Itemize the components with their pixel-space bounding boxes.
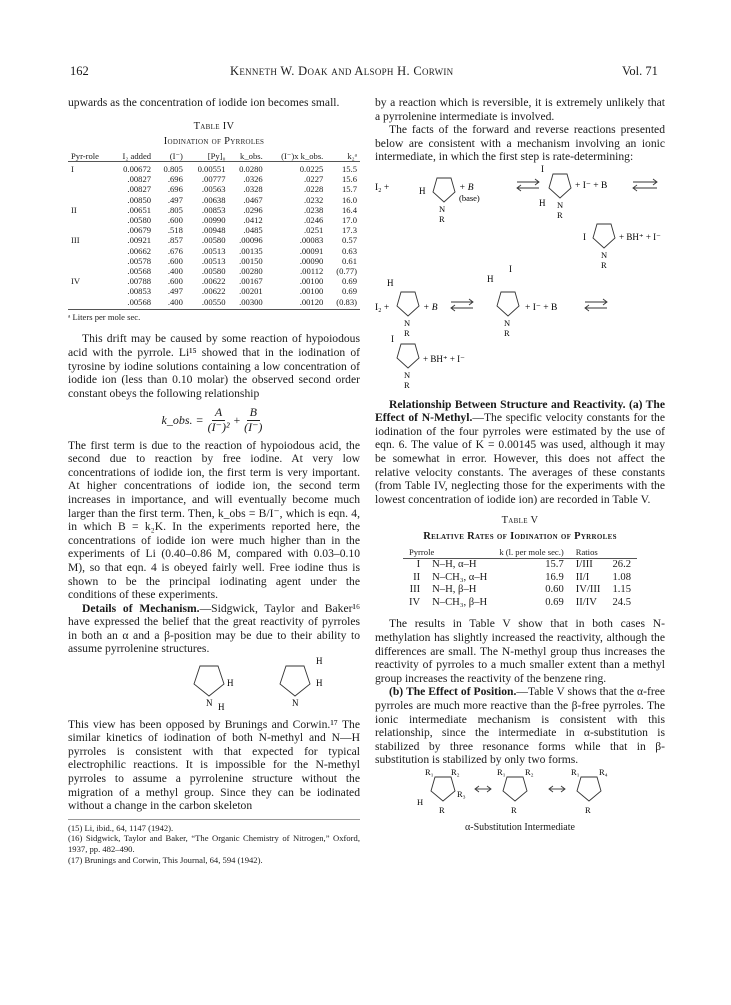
label-n: N [601,249,608,260]
paragraph-facts: The facts of the forward and reverse reactions presented below are consistent with a mechanism involving an ionic intermediate, in which the first step is rate-determining: [375,123,665,164]
label-r: R [511,805,517,815]
table-iv-cell: .00563 [201,184,226,195]
mechanism-text: —Sidgwick, Taylor and Baker¹⁶ have expressed the belief that the great reactivity of pyrroles in both an α and a β-position may be due to their ability to assume pyrrolenine structures. [68,601,360,656]
table-v-cell: IV [408,596,421,608]
table-iv-cell: .00201 [239,286,263,297]
table-iv-cell: .00300 [229,297,266,310]
label-i2: I₂ + [375,302,390,313]
table-iv-cell: .0328 [243,184,263,195]
label-i: I [541,163,544,174]
paragraph-top: by a reaction which is reversible, it is extremely unlikely that a pyrrolenine intermediate is involved. [375,96,665,123]
table-iv-cell [68,195,111,205]
table-iv-cell: .0251 [303,225,324,236]
table-iv-label: Table IV [193,120,235,132]
table-iv-cell: .0227 [303,174,324,185]
table-iv-cell: .00083 [299,235,324,246]
paragraph-intro: upwards as the concentration of iodide ion becomes small. [68,96,340,109]
label-r1: R₁ [497,767,506,777]
table-iv-cell [68,184,111,194]
table-iv-cell: .00827 [127,174,152,185]
paragraph-drift: This drift may be caused by some reaction of hypoiodous acid with the pyrrole. Li¹⁵ showed that in the iodination of tyrosine by iodine solutions containing a low concentration of iodide ion (less than 0.10 molar) the observed second order constant obeys the following relationship [68,332,360,400]
table-iv-cell: III [71,235,80,246]
label-r: R [601,259,607,270]
table-iv-cell: .676 [167,245,183,256]
table-iv-cell: .518 [167,225,183,236]
table-v-label: Table V [501,515,539,527]
label-r3: R₃ [457,789,466,799]
table-v-cell: 26.2 [612,559,632,571]
table-v-cell: N–CH₃, α–H [432,571,488,583]
table-iv-row [68,286,360,296]
paragraph-mechanism [68,602,360,656]
figure-caption: α-Substitution Intermediate [465,821,575,833]
footnote-16: (16) Sidgwick, Taylor and Baker, “The Organic Chemistry of Nitrogen,” Oxford, 1937, pp. 482–490. [68,833,360,855]
table-iv-header: k₂ᵃ [326,151,360,162]
position-text: —Table V shows that the α-free pyrroles are much more reactive than the β-free pyrroles. The ionic intermediate mechanism is consistent with this relationship, since the intermediate in α-substitution is stabilized by three resonance forms while that in β-substitution is stabilized by only two forms. [375,685,666,767]
table-iv-cell [68,225,111,235]
table-v-header: k (l. per mole sec.) [493,546,569,559]
table-iv-cell: .00513 [201,245,226,256]
label-plus-i-b: + I⁻ + B [525,302,558,313]
table-iv-title: Iodination of Pyrroles [163,136,265,148]
table-iv-cell: 15.5 [341,163,357,174]
label-plus-b: + B [423,302,438,313]
label-r: R [439,213,445,224]
relationship-heading: Relationship Between Structure and Reactivity. [389,397,626,411]
table-iv-cell: .00580 [127,215,152,225]
relationship-subheading: (a) The Effect of N-Methyl. [375,397,665,425]
table-iv-cell: .0238 [303,204,324,215]
table-v-cell: 1.15 [612,584,632,596]
table-iv-cell: II [71,204,77,215]
table-v-header: Ratios [570,546,637,559]
equation-term1-numerator: A [212,406,225,421]
label-h: H [227,678,234,689]
table-iv-cell: 17.0 [341,215,357,225]
table-v-cell: I/III [575,559,593,571]
label-i: I [583,231,586,242]
table-iv-cell: .00091 [299,245,324,256]
table-iv-cell: .696 [167,184,183,195]
table-iv-cell: .00777 [201,174,226,185]
table-iv-cell [68,174,111,184]
table-iv-row [68,246,360,256]
table-iv-cell: .696 [167,174,183,185]
table-iv-cell: 0.63 [341,245,357,256]
table-iv-cell [68,256,111,266]
table-iv-cell: 15.6 [341,174,357,185]
reaction-scheme [375,164,665,390]
table-iv-cell: .00827 [127,184,152,195]
table-iv-cell: .00622 [201,286,226,297]
right-column [375,96,665,834]
table-iv-row [68,256,360,266]
table-iv-cell: .00280 [239,266,263,277]
label-r: R [404,379,410,390]
table-iv-cell: .00948 [201,225,226,236]
table-iv-cell: 15.7 [341,184,357,195]
label-r1: R₁ [425,767,434,777]
table-iv-cell: .857 [167,235,183,246]
table-iv-cell: .00513 [201,255,226,266]
page-number: 162 [70,64,89,78]
table-v-cell: 24.5 [612,596,632,608]
label-h: H [417,797,424,807]
table-v-cell: II/I [575,571,590,583]
table-iv-row [68,184,360,194]
pyrrolenine-structures [68,656,360,714]
table-iv-cell: .00853 [201,204,226,215]
equation-term1-denominator: (I⁻)² [207,419,230,434]
equation-term2-denominator: (I⁻) [244,419,263,434]
table-iv-cell: .00100 [299,276,324,287]
table-iv-row [68,174,360,184]
table-iv-cell: .0485 [243,225,263,236]
equation-term2 [244,406,262,434]
table-iv-cell: .00990 [201,215,226,225]
table-iv-cell [68,246,111,256]
table-iv-header: (I⁻)x k_obs. [266,151,327,162]
table-iv-cell: 0.805 [163,163,183,174]
table-iv-row [68,235,360,245]
table-v-cell: 15.7 [545,559,564,571]
table-v-row [403,597,637,610]
table-iv-row [68,276,360,286]
table-iv-cell [68,297,111,310]
table-iv-row [68,225,360,235]
running-head-authors: Kenneth W. Doak and Alsoph H. Corwin [230,64,454,78]
table-iv-cell [68,286,111,296]
table-v-cell: 1.08 [612,571,632,583]
table-iv-cell: .497 [167,194,183,205]
equation-term2-numerator: B [247,406,260,421]
equation-term1 [208,406,230,434]
table-iv-cell: .00622 [201,276,226,287]
table-iv-cell: .00550 [186,297,229,310]
label-n: N [557,199,564,210]
label-plus-i-b: + I⁻ + B [575,180,608,191]
table-iv-cell: .00568 [111,297,154,310]
table-iv-cell: .00651 [127,204,152,215]
footnotes [68,819,360,865]
volume-label: Vol. 71 [622,64,658,78]
table-iv-cell: IV [71,276,81,287]
label-r: R [439,805,445,815]
table-iv-cell: .400 [167,266,183,277]
table-iv-cell: .0228 [303,184,324,195]
left-column [68,96,360,865]
table-iv-cell: .00679 [127,225,152,236]
table-iv-row [68,161,360,174]
table-iv-cell: .00090 [299,255,324,266]
table-iv-cell: .00921 [127,235,152,246]
table-iv-cell: .00853 [127,286,152,297]
label-r2: R₂ [451,767,460,777]
label-r: R [504,327,510,338]
label-n: N [504,317,511,328]
table-iv-cell: .0232 [303,194,324,205]
paragraph-first-term: The first term is due to the reaction of hypoiodous acid, the second due to reaction by free iodine. At very low concentrations of iodide ion, the first term is very important. At higher concentrations of iodide ion, the second term increases in importance, and will eventually become much larger than the first term. Then, k_obs = B/I⁻, which is eqn. 4, in which B = k₂K. In the experiments reported here, the concentrations of iodide ion were much higher than in the experiments of Li (0.40–0.86 M, compared with 0.03–0.10 M), so that eqn. 4 is obeyed fairly well. Free iodine thus is shown to be the principal iodinating agent under the conditions of these experiments. [68,438,360,602]
table-iv-cell: 0.0225 [299,163,324,174]
table-iv-footnote: ᵃ Liters per mole sec. [68,311,141,322]
table-iv-cell: .00788 [127,276,152,287]
label-n: N [292,698,299,709]
table-iv-cell: 0.0280 [239,163,263,174]
label-plus-bh: + BH⁺ + I⁻ [619,231,661,242]
table-v-cell: N–H, α–H [432,559,477,571]
table-iv-cell: .00580 [201,266,226,277]
table-iv [68,151,360,310]
table-iv-cell: 16.0 [341,194,357,205]
label-plus-bh: + BH⁺ + I⁻ [423,353,465,364]
table-iv-header: (I⁻) [154,151,186,162]
label-h: H [539,197,546,208]
table-iv-row [68,195,360,205]
table-iv-cell: .0412 [243,215,263,225]
table-iv-cell: 16.4 [341,204,357,215]
table-v-row [403,559,637,572]
table-iv-row [68,266,360,276]
table-iv-cell: .00638 [201,194,226,205]
table-iv-header: [Py]₀ [186,151,229,162]
table-iv-cell: (0.77) [336,266,357,277]
label-n: N [439,203,446,214]
label-r: R [585,805,591,815]
table-iv-cell: .00096 [239,235,263,246]
table-iv-cell: .00568 [127,266,152,277]
table-v-cell: II/IV [575,596,597,608]
table-iv-cell: .400 [154,297,186,310]
label-n: N [206,698,213,709]
label-r4: R₄ [599,767,608,777]
table-v-cell: N–H, β–H [432,584,477,596]
table-v-header: Pyrrole [403,546,493,559]
table-iv-cell: .0467 [243,194,263,205]
table-v-cell: III [409,584,421,596]
table-iv-cell: 17.3 [341,225,357,236]
label-base: (base) [459,192,480,203]
label-i2: I₂ + [375,182,390,193]
table-v-title: Relative Rates of Iodination of Pyrroles [423,530,617,542]
table-iv-cell: 0.00672 [123,163,152,174]
paragraph-position [375,685,665,767]
table-v-row [403,584,637,597]
table-iv-cell: .600 [167,276,183,287]
table-v-cell: II [413,571,421,583]
paragraph-results: The results in Table V show that in both cases N-methylation has slightly increased the reactivity, although the differences are small. The N-methyl group thus increases the reactivity of pyrroles to a much smaller extent than a methyl group increases the reactivity of the benzene ring. [375,617,665,685]
table-iv-cell: .00578 [127,255,152,266]
table-iv-cell: .600 [167,215,183,225]
table-v-cell: I [416,559,421,571]
table-iv-cell: (0.83) [326,297,360,310]
label-r: R [557,209,563,220]
table-v-row [403,572,637,585]
label-r: R [404,327,410,338]
table-iv-cell: .00150 [239,255,263,266]
table-iv-header: k_obs. [229,151,266,162]
label-n: N [404,369,411,380]
table-iv-cell: 0.61 [341,255,357,266]
table-iv-cell: .00167 [239,276,263,287]
paragraph-view: This view has been opposed by Brunings and Corwin.¹⁷ The similar kinetics of iodination of both N-methyl and N—H pyrroles is consistent with that expected for typical electrophilic reactions. It is impossible for the N-methyl pyrroles to assume a pyrrolenine structure without the migration of a methyl group. Since they can be iodinated without a change in the carbon skeleton [68,717,360,813]
table-iv-cell: 0.00551 [197,163,226,174]
table-iv-row [68,205,360,215]
table-v-cell: 0.69 [545,596,564,608]
footnote-17: (17) Brunings and Corwin, This Journal, 64, 594 (1942). [68,854,263,865]
label-h: H [487,273,494,284]
label-i: I [509,263,512,274]
footnote-15: (15) Li, ibid., 64, 1147 (1942). [68,822,174,833]
label-i: I [391,333,394,344]
table-iv-header: Pyr-role [68,151,111,162]
table-iv-cell: 0.69 [341,286,357,297]
label-h: H [387,277,394,288]
table-iv-cell: .0326 [243,174,263,185]
table-iv-cell [68,266,111,276]
label-h: H [316,656,323,667]
table-v-cell: N–CH₃, β–H [432,596,488,608]
label-plus-b: + B [459,182,474,193]
label-n: N [404,317,411,328]
mechanism-heading: Details of Mechanism. [82,601,200,615]
table-iv-row [68,297,360,310]
equation-plus: + [233,413,241,427]
relationship-text: —The specific velocity constants for the iodination of the four pyrroles were estimated by the use of eqn. 6. The value of K = 0.00145 was used, although it may be somewhat in error. However, this does not affect the relative velocity constants. The averages of these constants (from Table IV, neglecting those for the experiments with the lowest concentration of iodide ion) are recorded in Table V. [375,411,665,506]
label-h: H [419,185,426,196]
table-iv-cell: .00662 [127,245,152,256]
label-r2: R₂ [525,767,534,777]
table-v [403,546,637,610]
table-iv-cell: .0246 [303,215,324,225]
table-iv-cell: 0.57 [341,235,357,246]
resonance-structures [375,767,665,817]
table-iv-cell: .0296 [243,204,263,215]
label-h: H [218,702,225,713]
table-iv-cell: .00112 [300,266,324,277]
table-iv-cell: I [71,163,74,174]
table-iv-cell: .00100 [299,286,324,297]
table-v-cell: IV/III [575,584,601,596]
table-iv-header: I₂ added [111,151,154,162]
equation-lhs: k_obs. = [161,412,204,427]
table-v-cell: 16.9 [545,571,564,583]
table-iv-cell: .00135 [239,245,263,256]
paragraph-relationship [375,398,665,507]
table-iv-row [68,215,360,225]
table-iv-cell: .805 [167,204,183,215]
table-v-cell: 0.60 [545,584,564,596]
label-h: H [316,678,323,689]
table-iv-cell: 0.69 [341,276,357,287]
table-iv-cell: .00580 [201,235,226,246]
table-iv-cell: .00850 [127,194,152,205]
equation-kobs [68,406,360,434]
table-iv-cell: .600 [167,255,183,266]
position-heading: (b) The Effect of Position. [389,685,517,699]
table-iv-cell: .00120 [266,297,327,310]
table-iv-cell: .497 [167,286,183,297]
label-r1: R₁ [571,767,580,777]
table-iv-cell [68,215,111,225]
